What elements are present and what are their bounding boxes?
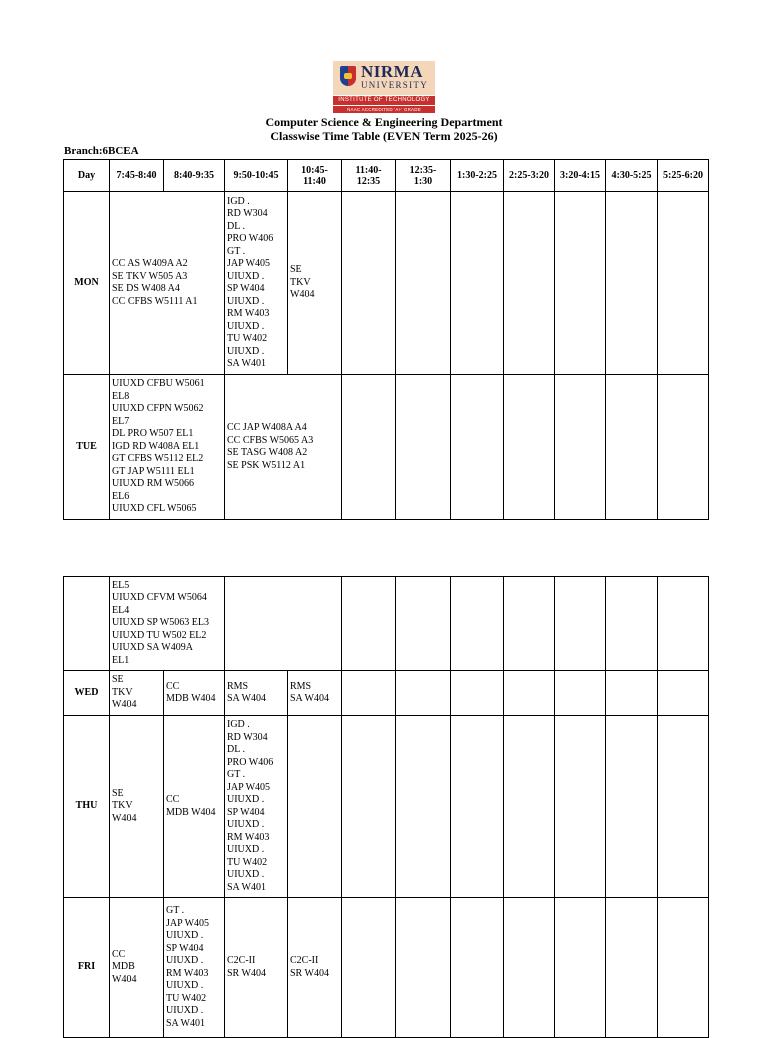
wed-slot-4: RMS SA W404 xyxy=(288,671,342,716)
row-tue xyxy=(64,375,709,520)
header-slot-9: 3:20-4:15 xyxy=(555,160,606,192)
branch-label: Branch:6BCEA xyxy=(64,145,139,157)
header-day: Day xyxy=(64,160,110,192)
tue-empty-6 xyxy=(396,375,451,520)
wed-empty-5 xyxy=(342,671,396,716)
thu-empty-11 xyxy=(658,716,709,898)
header-slot-7: 1:30-2:25 xyxy=(451,160,504,192)
fri-empty-5 xyxy=(342,898,396,1038)
row-fri xyxy=(64,898,709,1038)
thu-empty-4 xyxy=(288,716,342,898)
wed-empty-10 xyxy=(606,671,658,716)
day-fri: FRI xyxy=(64,898,110,1038)
tue-cont-slot-1-2: EL5 UIUXD CFVM W5064 EL4 UIUXD SP W5063 EL3 UIUXD TU W502 EL2 UIUXD SA W409A EL1 xyxy=(110,577,225,671)
tue-empty-7 xyxy=(451,375,504,520)
thu-slot-2: CC MDB W404 xyxy=(164,716,225,898)
header-slot-8: 2:25-3:20 xyxy=(504,160,555,192)
thu-empty-7 xyxy=(451,716,504,898)
tue-cont-empty-6 xyxy=(396,577,451,671)
day-wed: WED xyxy=(64,671,110,716)
header-slot-1: 7:45-8:40 xyxy=(110,160,164,192)
header-slot-10: 4:30-5:25 xyxy=(606,160,658,192)
wed-empty-6 xyxy=(396,671,451,716)
fri-empty-7 xyxy=(451,898,504,1038)
tue-cont-empty-8 xyxy=(504,577,555,671)
row-tue-continued xyxy=(64,577,709,671)
tue-cont-empty-7 xyxy=(451,577,504,671)
fri-empty-10 xyxy=(606,898,658,1038)
thu-empty-9 xyxy=(555,716,606,898)
header-slot-5: 11:40- 12:35 xyxy=(342,160,396,192)
header-slot-2: 8:40-9:35 xyxy=(164,160,225,192)
thu-empty-10 xyxy=(606,716,658,898)
fri-slot-2: GT . JAP W405 UIUXD . SP W404 UIUXD . RM W403 UIUXD . TU W402 UIUXD . SA W401 xyxy=(164,898,225,1038)
thu-empty-6 xyxy=(396,716,451,898)
mon-empty-9 xyxy=(555,192,606,375)
logo-top-panel xyxy=(333,61,435,95)
tue-cont-empty-10 xyxy=(606,577,658,671)
logo-band-accreditation: NAAC ACCREDITED 'A+' GRADE xyxy=(333,106,435,113)
timetable-title: Classwise Time Table (EVEN Term 2025-26) xyxy=(270,129,498,143)
thu-empty-5 xyxy=(342,716,396,898)
tue-slot-1-2: UIUXD CFBU W5061 EL8 UIUXD CFPN W5062 EL7 DL PRO W507 EL1 IGD RD W408A EL1 GT CFBS W5112 EL2 GT JAP W5111 EL1 UIUXD RM W5066 EL6 UIUXD CFL W5065 xyxy=(110,375,225,520)
mon-empty-7 xyxy=(451,192,504,375)
university-logo xyxy=(333,61,435,113)
tue-empty-5 xyxy=(342,375,396,520)
logo-name: NIRMA xyxy=(361,62,423,81)
tue-empty-10 xyxy=(606,375,658,520)
header-slot-6: 12:35- 1:30 xyxy=(396,160,451,192)
fri-slot-1: CC MDB W404 xyxy=(110,898,164,1038)
mon-empty-11 xyxy=(658,192,709,375)
mon-empty-5 xyxy=(342,192,396,375)
row-wed xyxy=(64,671,709,716)
header-row xyxy=(64,160,709,192)
day-mon: MON xyxy=(64,192,110,375)
row-thu xyxy=(64,716,709,898)
wed-slot-1: SE TKV W404 xyxy=(110,671,164,716)
fri-empty-6 xyxy=(396,898,451,1038)
thu-slot-1: SE TKV W404 xyxy=(110,716,164,898)
department-title: Computer Science & Engineering Department xyxy=(265,115,503,129)
wed-slot-2: CC MDB W404 xyxy=(164,671,225,716)
header-slot-11: 5:25-6:20 xyxy=(658,160,709,192)
fri-slot-4: C2C-II SR W404 xyxy=(288,898,342,1038)
crest-icon xyxy=(340,66,356,86)
mon-empty-6 xyxy=(396,192,451,375)
header-slot-4: 10:45- 11:40 xyxy=(288,160,342,192)
day-thu: THU xyxy=(64,716,110,898)
day-tue: TUE xyxy=(64,375,110,520)
wed-empty-8 xyxy=(504,671,555,716)
logo-band-institute: INSTITUTE OF TECHNOLOGY xyxy=(333,96,435,105)
mon-empty-10 xyxy=(606,192,658,375)
logo-subtitle: UNIVERSITY xyxy=(361,80,428,90)
timetable-page2 xyxy=(63,576,709,1038)
thu-empty-8 xyxy=(504,716,555,898)
fri-empty-8 xyxy=(504,898,555,1038)
tue-empty-9 xyxy=(555,375,606,520)
tue-cont-day xyxy=(64,577,110,671)
thu-slot-3: IGD . RD W304 DL . PRO W406 GT . JAP W405 UIUXD . SP W404 UIUXD . RM W403 UIUXD . TU W402 UIUXD . SA W401 xyxy=(225,716,288,898)
mon-slot-3: IGD . RD W304 DL . PRO W406 GT . JAP W405 UIUXD . SP W404 UIUXD . RM W403 UIUXD . TU W402 UIUXD . SA W401 xyxy=(225,192,288,375)
wed-empty-7 xyxy=(451,671,504,716)
tue-cont-slot-3-4 xyxy=(225,577,342,671)
row-mon xyxy=(64,192,709,375)
tue-cont-empty-5 xyxy=(342,577,396,671)
wed-empty-9 xyxy=(555,671,606,716)
tue-empty-8 xyxy=(504,375,555,520)
header-slot-3: 9:50-10:45 xyxy=(225,160,288,192)
fri-empty-11 xyxy=(658,898,709,1038)
tue-cont-empty-9 xyxy=(555,577,606,671)
mon-slot-1-2: CC AS W409A A2 SE TKV W505 A3 SE DS W408 A4 CC CFBS W5111 A1 xyxy=(110,192,225,375)
tue-slot-3-4: CC JAP W408A A4 CC CFBS W5065 A3 SE TASG W408 A2 SE PSK W5112 A1 xyxy=(225,375,342,520)
fri-slot-3: C2C-II SR W404 xyxy=(225,898,288,1038)
mon-slot-4: SE TKV W404 xyxy=(288,192,342,375)
wed-slot-3: RMS SA W404 xyxy=(225,671,288,716)
tue-empty-11 xyxy=(658,375,709,520)
wed-empty-11 xyxy=(658,671,709,716)
fri-empty-9 xyxy=(555,898,606,1038)
mon-empty-8 xyxy=(504,192,555,375)
timetable-page1 xyxy=(63,159,709,520)
tue-cont-empty-11 xyxy=(658,577,709,671)
